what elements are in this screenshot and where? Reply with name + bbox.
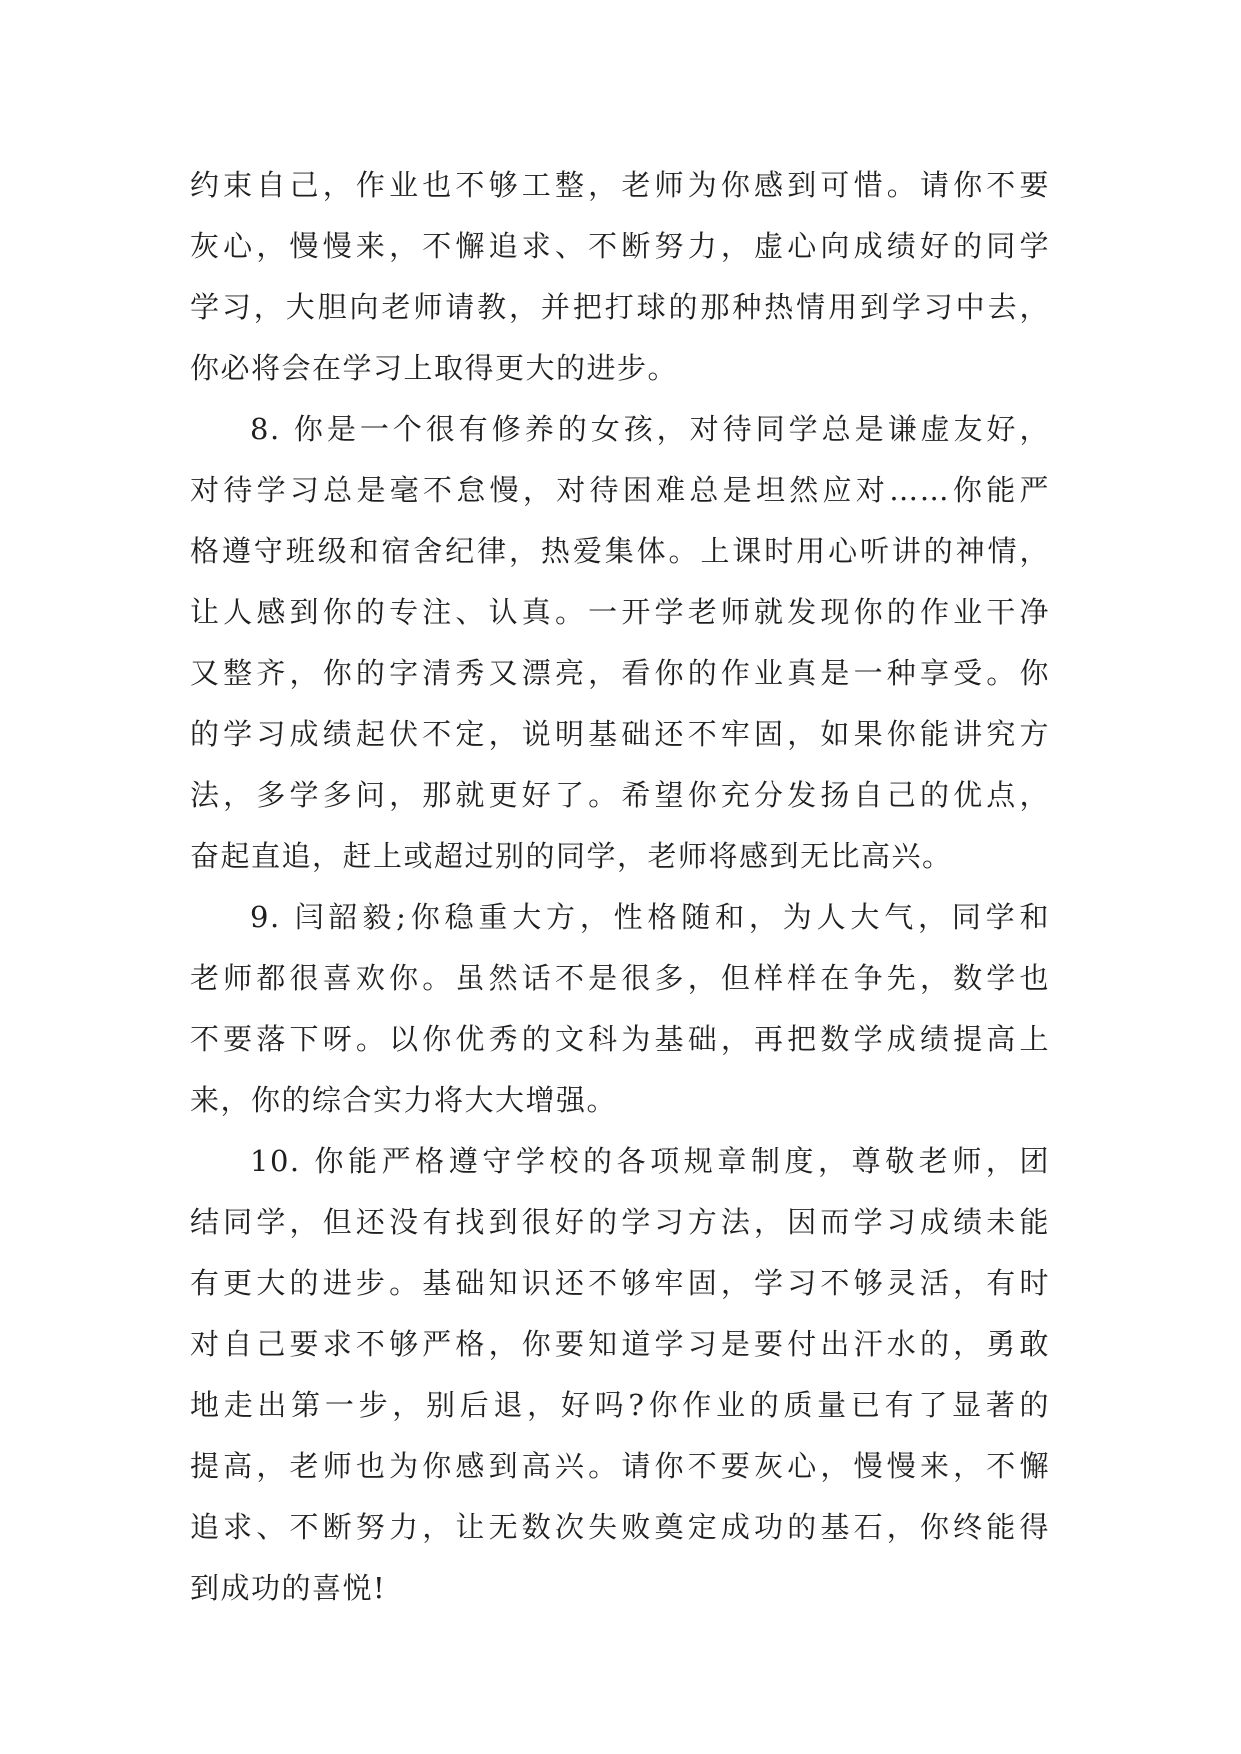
text-line: 不要落下呀。以你优秀的文科为基础，再把数学成绩提高上	[190, 1022, 1050, 1056]
text-line: 学习，大胆向老师请教，并把打球的那种热情用到学习中去，	[190, 290, 1050, 324]
text-line: 奋起直追，赶上或超过别的同学，老师将感到无比高兴。	[190, 839, 953, 873]
text-line: 格遵守班级和宿舍纪律，热爱集体。上课时用心听讲的神情，	[190, 534, 1050, 568]
paragraph-comment-8	[190, 399, 1050, 887]
text-line: 来，你的综合实力将大大增强。	[190, 1083, 618, 1117]
text-line: 让人感到你的专注、认真。一开学老师就发现你的作业干净	[190, 595, 1050, 629]
text-line: 10. 你能严格遵守学校的各项规章制度，尊敬老师，团	[250, 1144, 1050, 1178]
text-line: 老师都很喜欢你。虽然话不是很多，但样样在争先，数学也	[190, 961, 1050, 995]
text-line: 有更大的进步。基础知识还不够牢固，学习不够灵活，有时	[190, 1266, 1050, 1300]
text-line: 你必将会在学习上取得更大的进步。	[190, 351, 679, 385]
text-line: 约束自己，作业也不够工整，老师为你感到可惜。请你不要	[190, 168, 1050, 202]
text-line: 结同学，但还没有找到很好的学习方法，因而学习成绩未能	[190, 1205, 1050, 1239]
text-line: 法，多学多问，那就更好了。希望你充分发扬自己的优点，	[190, 778, 1050, 812]
text-line: 地走出第一步，别后退，好吗?你作业的质量已有了显著的	[190, 1388, 1050, 1422]
document-body	[190, 155, 1050, 1619]
paragraph-continued	[190, 155, 1050, 399]
text-line: 追求、不断努力，让无数次失败奠定成功的基石，你终能得	[190, 1510, 1050, 1544]
text-line: 8. 你是一个很有修养的女孩，对待同学总是谦虚友好，	[250, 412, 1050, 446]
paragraph-comment-9	[190, 887, 1050, 1131]
paragraph-comment-10	[190, 1131, 1050, 1619]
text-line: 又整齐，你的字清秀又漂亮，看你的作业真是一种享受。你	[190, 656, 1050, 690]
text-line: 灰心，慢慢来，不懈追求、不断努力，虚心向成绩好的同学	[190, 229, 1050, 263]
text-line: 提高，老师也为你感到高兴。请你不要灰心，慢慢来，不懈	[190, 1449, 1050, 1483]
text-line: 9. 闫韶毅;你稳重大方，性格随和，为人大气，同学和	[250, 900, 1050, 934]
text-line: 的学习成绩起伏不定，说明基础还不牢固，如果你能讲究方	[190, 717, 1050, 751]
text-line: 对自己要求不够严格，你要知道学习是要付出汗水的，勇敢	[190, 1327, 1050, 1361]
text-line: 到成功的喜悦!	[190, 1571, 387, 1605]
text-line: 对待学习总是毫不怠慢，对待困难总是坦然应对……你能严	[190, 473, 1050, 507]
